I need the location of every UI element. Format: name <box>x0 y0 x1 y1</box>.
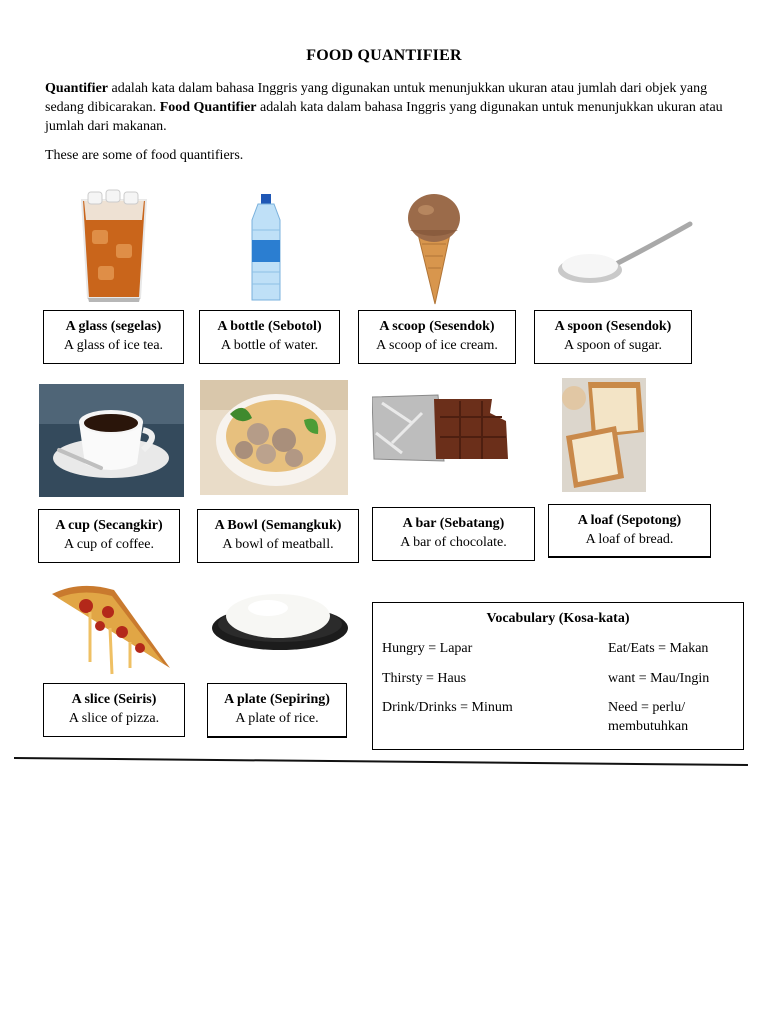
quantifier-card <box>199 310 340 364</box>
quantifier-example: A plate of rice. <box>235 711 319 726</box>
food-quantifier-term: Food Quantifier <box>159 100 257 115</box>
quantifier-heading: A spoon (Sesendok) <box>554 319 672 334</box>
quantifier-example: A loaf of bread. <box>585 532 674 547</box>
plate-of-rice-icon <box>210 590 350 654</box>
quantifier-heading: A bottle (Sebotol) <box>217 319 322 334</box>
quantifier-heading: A loaf (Sepotong) <box>577 513 682 528</box>
intro-paragraph <box>45 79 730 136</box>
chocolate-bar-icon <box>372 393 510 463</box>
quantifier-example: A bar of chocolate. <box>400 535 507 550</box>
quantifier-example: A cup of coffee. <box>64 537 154 552</box>
quantifier-card <box>207 683 347 738</box>
page-title: FOOD QUANTIFIER <box>306 47 462 64</box>
quantifier-definition: adalah kata dalam bahasa Inggris yang digunakan untuk menunjukkan ukuran atau jumlah dari objek yang sedang dibicarakan. <box>45 81 708 115</box>
quantifier-heading: A scoop (Sesendok) <box>379 319 495 334</box>
quantifier-card <box>548 504 711 558</box>
quantifier-example: A glass of ice tea. <box>63 338 164 353</box>
bottle-of-water-icon <box>244 192 288 304</box>
spoon-of-sugar-icon <box>556 214 694 286</box>
quantifier-example: A bowl of meatball. <box>222 537 334 552</box>
vocabulary-entry: Thirsty = Haus <box>382 671 467 686</box>
loaf-of-bread-icon <box>562 378 646 492</box>
quantifier-heading: A plate (Sepiring) <box>224 692 330 707</box>
quantifier-card <box>43 310 184 364</box>
vocabulary-entry: want = Mau/Ingin <box>608 671 710 686</box>
quantifier-card <box>43 683 185 737</box>
vocabulary-title: Vocabulary (Kosa-kata) <box>486 611 630 626</box>
quantifier-heading: A bar (Sebatang) <box>402 516 505 531</box>
bowl-of-meatball-icon <box>200 380 348 495</box>
vocabulary-box <box>372 602 744 750</box>
divider-line <box>14 757 748 766</box>
quantifier-heading: A slice (Seiris) <box>71 692 157 707</box>
cup-of-coffee-icon <box>39 384 184 497</box>
quantifier-card <box>38 509 180 563</box>
quantifier-example: A spoon of sugar. <box>564 338 662 353</box>
vocabulary-entry: Hungry = Lapar <box>382 641 473 656</box>
quantifier-card <box>534 310 692 364</box>
quantifier-heading: A Bowl (Semangkuk) <box>214 518 342 533</box>
quantifier-example: A bottle of water. <box>220 338 319 353</box>
quantifier-heading: A cup (Secangkir) <box>55 518 163 533</box>
quantifier-card <box>372 507 535 561</box>
vocabulary-entry: Drink/Drinks = Minum <box>382 700 513 715</box>
food-quantifier-definition: adalah kata dalam bahasa Inggris yang digunakan untuk menunjukkan ukuran atau jumlah dari makanan. <box>45 100 723 134</box>
ice-cream-cone-icon <box>404 188 464 306</box>
vocabulary-entry: Need = perlu/ membutuhkan <box>608 700 689 734</box>
quantifier-term: Quantifier <box>45 81 108 96</box>
quantifier-card <box>197 509 359 563</box>
quantifier-heading: A glass (segelas) <box>65 319 162 334</box>
pizza-slice-icon <box>50 582 174 680</box>
vocabulary-entry: Eat/Eats = Makan <box>608 641 709 656</box>
quantifier-example: A scoop of ice cream. <box>376 338 498 353</box>
quantifier-example: A slice of pizza. <box>68 711 160 726</box>
glass-of-ice-tea-icon <box>78 186 150 306</box>
quantifier-card <box>358 310 516 364</box>
section-intro: These are some of food quantifiers. <box>45 148 244 163</box>
